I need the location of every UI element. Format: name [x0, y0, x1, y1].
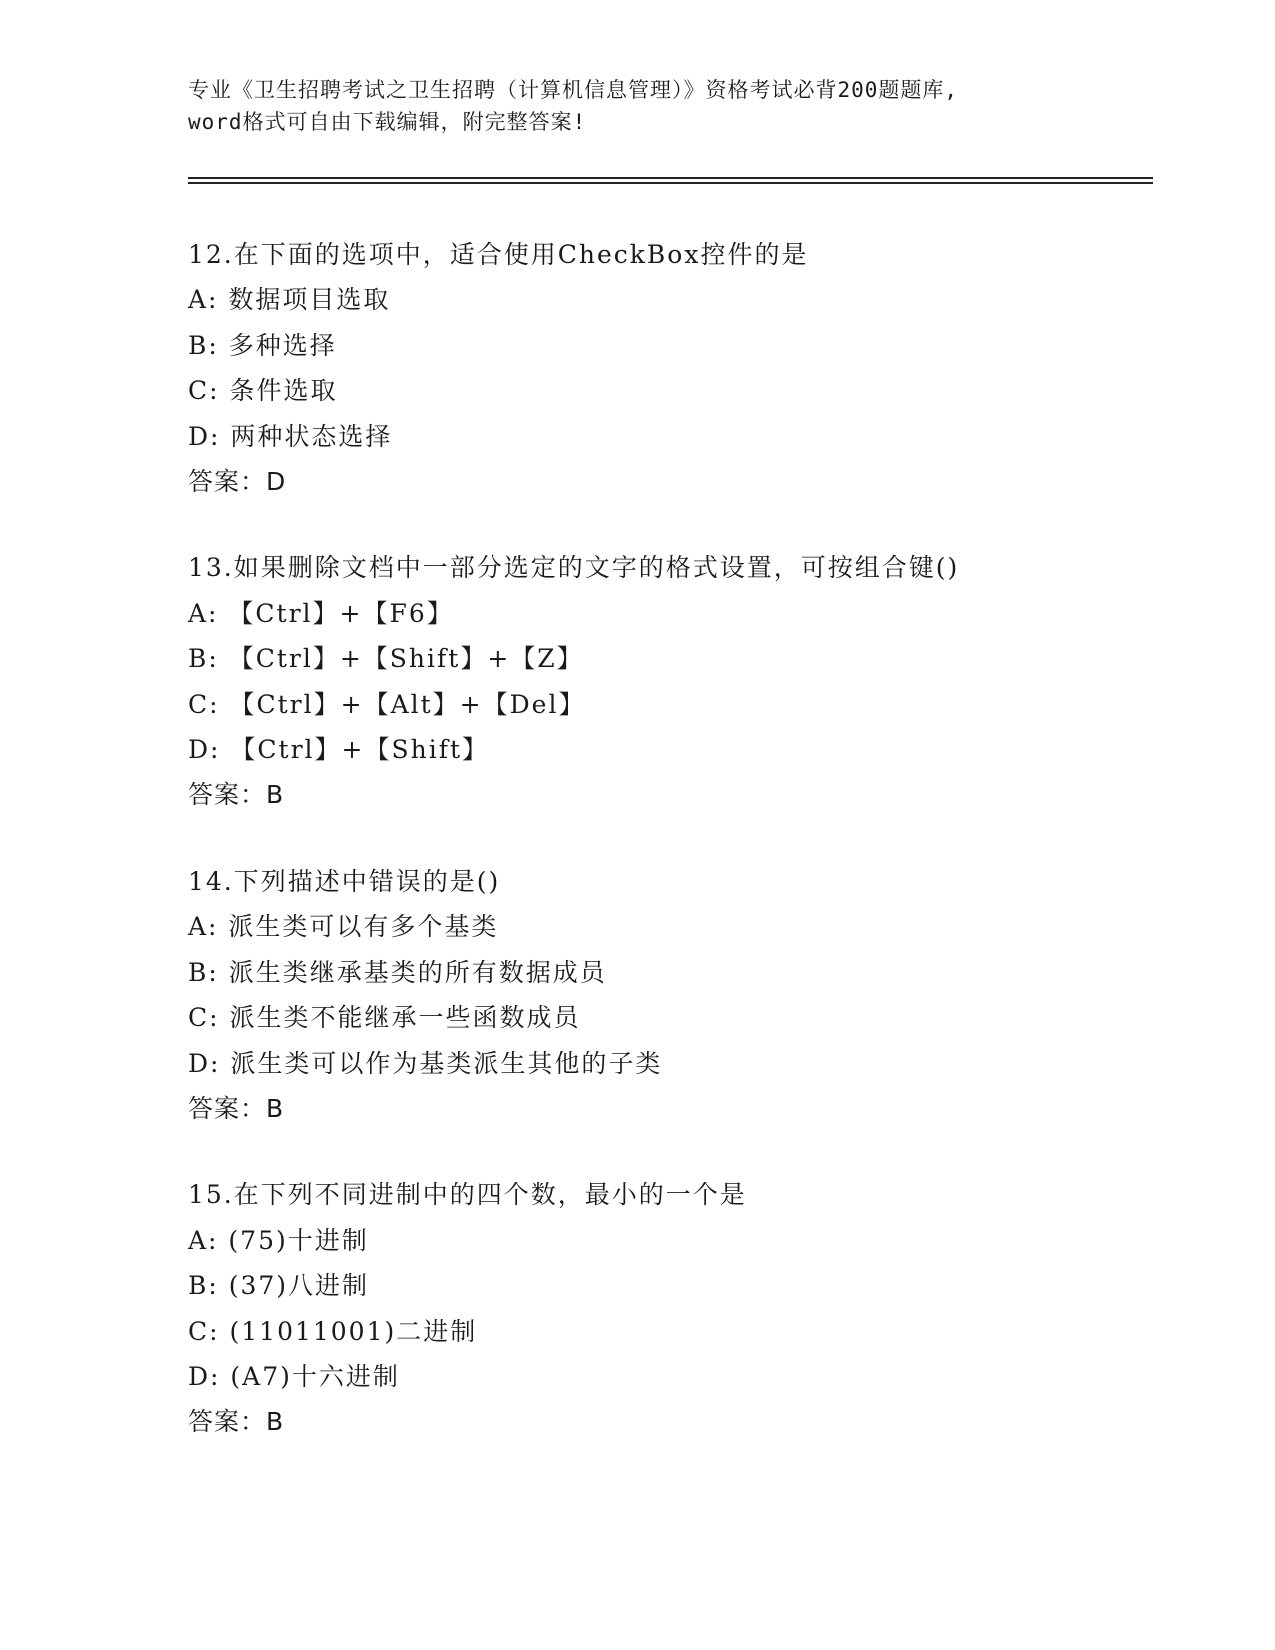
option-a: A: 数据项目选取	[188, 285, 391, 315]
option-b: B: 多种选择	[188, 330, 337, 360]
header-divider-top	[188, 177, 1153, 179]
header-line-2: word格式可自由下载编辑，附完整答案!	[188, 110, 587, 134]
option-c: C: (11011001)二进制	[188, 1316, 478, 1346]
answer-label: 答案：B	[188, 1407, 285, 1437]
option-b: B: 派生类继承基类的所有数据成员	[188, 957, 607, 987]
question-12	[188, 232, 1148, 504]
answer-label: 答案：B	[188, 1093, 285, 1123]
option-b: B: (37)八进制	[188, 1271, 370, 1301]
option-d: D: 【Ctrl】+【Shift】	[188, 735, 490, 765]
question-13	[188, 545, 1148, 817]
option-c: C: 条件选取	[188, 376, 338, 406]
option-d: D: (A7)十六进制	[188, 1361, 400, 1391]
header-divider-bottom	[188, 182, 1153, 184]
question-list	[188, 232, 1148, 1486]
answer-label: 答案：D	[188, 467, 287, 497]
question-stem: 13.如果删除文档中一部分选定的文字的格式设置，可按组合键()	[188, 553, 960, 583]
option-c: C: 【Ctrl】+【Alt】+【Del】	[188, 689, 586, 719]
document-header	[188, 74, 1088, 138]
answer-label: 答案：B	[188, 780, 285, 810]
option-c: C: 派生类不能继承一些函数成员	[188, 1003, 581, 1033]
option-a: A: 【Ctrl】+【F6】	[188, 598, 454, 628]
question-stem: 12.在下面的选项中，适合使用CheckBox控件的是	[188, 240, 809, 269]
option-d: D: 派生类可以作为基类派生其他的子类	[188, 1048, 663, 1078]
question-stem: 14.下列描述中错误的是()	[188, 866, 501, 896]
header-line-1: 专业《卫生招聘考试之卫生招聘（计算机信息管理）》资格考试必背200题题库,	[188, 78, 959, 102]
option-b: B: 【Ctrl】+【Shift】+【Z】	[188, 644, 584, 674]
question-14	[188, 859, 1148, 1131]
option-d: D: 两种状态选择	[188, 421, 393, 451]
question-stem: 15.在下列不同进制中的四个数，最小的一个是	[188, 1180, 747, 1210]
option-a: A: (75)十进制	[188, 1225, 369, 1255]
option-a: A: 派生类可以有多个基类	[188, 912, 499, 942]
question-15	[188, 1172, 1148, 1444]
